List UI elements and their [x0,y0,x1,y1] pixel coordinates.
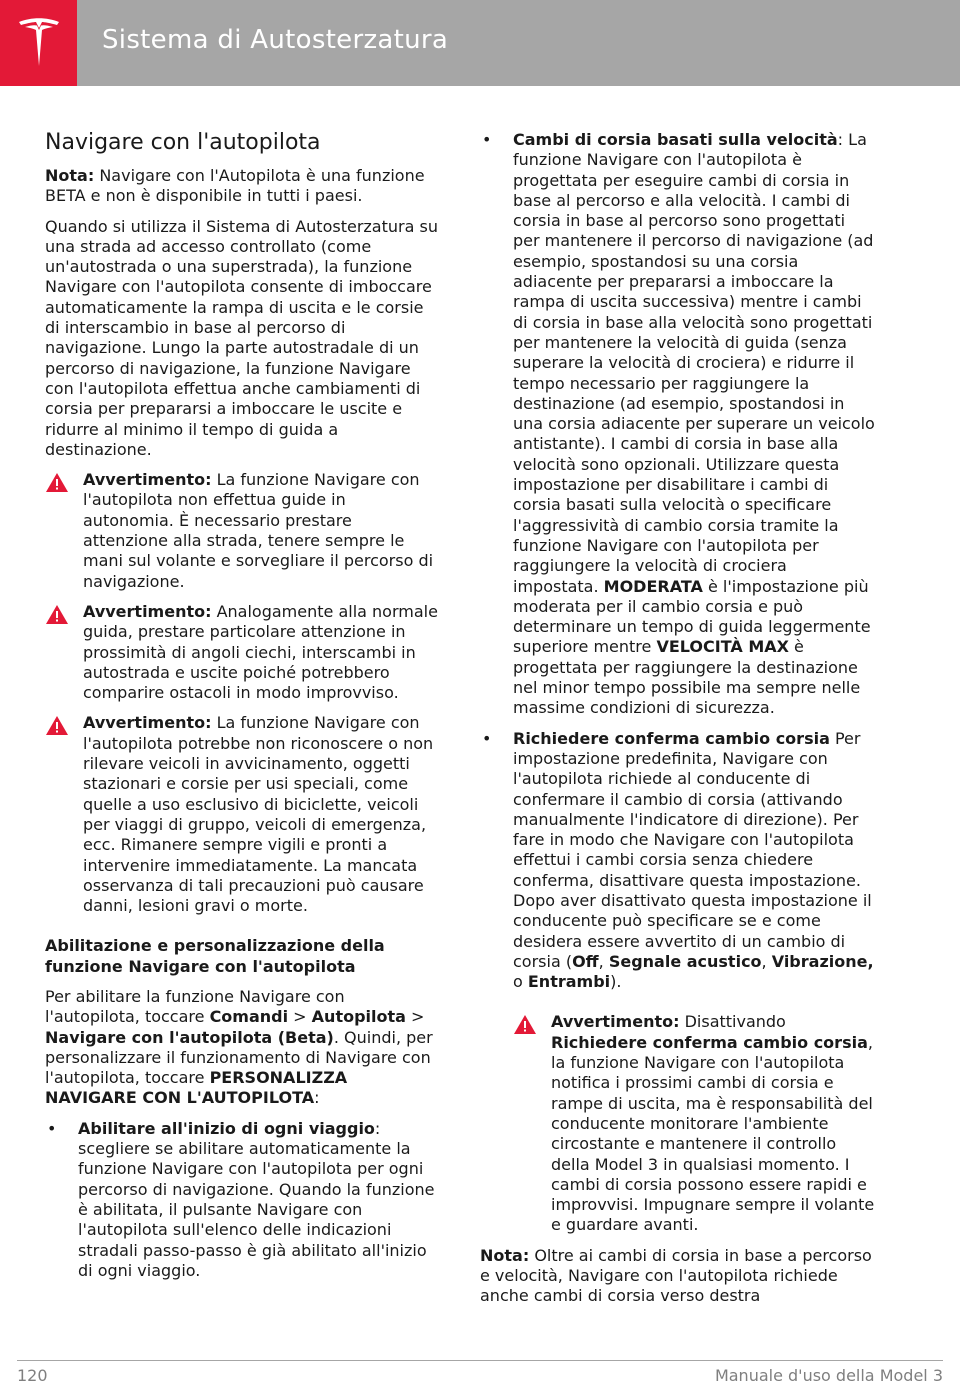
warning-label: Avvertimento: [83,601,212,621]
option-entrambi: Entrambi [527,972,611,992]
header-title: Sistema di Autosterzatura [102,25,449,55]
bullet-text: : scegliere se abilitare automaticamente la funzione Navigare con l'autopilota per ogni percorso di navigazione. Quando la funzione è abilitata, il pulsante Navigare con l'autopilota sull'elenco delle indicazioni stradali passo-passo è già abilitato all'inizio di ogni viaggio. [78,1118,435,1280]
list-item [480,729,875,993]
text-run: , la funzione Navigare con l'autopilota notifica i prossimi cambi di corsia e rampe di uscita, ma è responsabilità del conducente monitorare l'ambiente circostante e mantenere il controllo della Model 3 in qualsiasi momento. I cambi di corsia possono essere rapidi e improvvisi. Impugnare sempre il volante e guardare avanti. [551,1032,875,1235]
text-run: > [288,1007,312,1027]
option-segnale-acustico: Segnale acustico [608,951,762,971]
menu-path-autopilota: Autopilota [311,1007,406,1027]
section-heading: Navigare con l'autopilota [45,130,321,155]
text-run: : [314,1088,320,1108]
page-header [0,0,960,86]
warning-triangle-icon [45,715,69,736]
warning-label: Avvertimento: [83,713,212,733]
list-item [45,1119,440,1281]
text-run: > [405,1007,425,1027]
warning-triangle-icon [513,1014,537,1035]
right-column [480,130,875,1317]
text-run: : La funzione Navigare con l'autopilota è progettata per eseguire cambi di corsia in base al percorso e alla velocità. I cambi di corsia in base al percorso sono progettati per mantenere il percorso di navigazione (ad esempio, spostandosi su una corsia adiacente per prepararsi a imboccare la rampa di uscita successiva) mentre i cambi di corsia in base alla velocità sono progettati per mantenere la velocità di guida (senza superare la velocità di crociera) e ridurre il tempo necessario per raggiungere la destinazione (ad esempio, spostandosi in una corsia adiacente per superare un veicolo antistante). I cambi di corsia in base alla velocità sono opzionali. Utilizzare questa impostazione per disabilitare i cambi di corsia basati sulla velocità o specificare l'aggressività di cambio corsia tramite la funzione Navigare con l'autopilota per raggiungere la velocità di crociera impostata. [513,130,875,596]
text-run: è progettata per raggiungere la destinazione nel minor tempo possibile ma sempre nelle massime condizioni di sicurezza. [513,637,861,718]
warning-block [45,470,440,592]
note-label: Nota: [45,166,95,185]
warning-label: Avvertimento: [83,470,212,490]
note-text: Navigare con l'Autopilota è una funzione BETA e non è disponibile in tutti i paesi. [45,166,425,206]
text-run: . Quindi, per personalizzare il funzionamento di Navigare con l'autopilota, toccare [45,1027,433,1088]
warning-triangle-icon [45,604,69,625]
bullet-icon: • [482,728,492,748]
warning-block [45,602,440,703]
subsection-heading: Abilitazione e personalizzazione della funzione Navigare con l'autopilota [45,936,385,976]
text-run: Per abilitare la funzione Navigare con l'autopilota, toccare [45,986,345,1027]
setting-moderata: MODERATA [603,576,703,596]
manual-title: Manuale d'uso della Model 3 [714,1366,943,1385]
lane-change-note [480,1246,875,1307]
brand-logo [0,0,77,86]
menu-path-comandi: Comandi [209,1007,289,1027]
bullet-label: Richiedere conferma cambio corsia [513,728,830,748]
warning-triangle-icon [45,472,69,493]
setting-richiedere-conferma: Richiedere conferma cambio corsia [551,1032,868,1052]
option-off: Off [572,951,599,971]
text-run: , [761,951,772,971]
warning-text: Analogamente alla normale guida, prestare particolare attenzione in prossimità di angoli ciechi, interscambi in autostrada e uscite poiché potrebbero comparire ostacoli in modo improvviso. [83,601,438,703]
footer-divider [17,1360,943,1361]
bullet-icon: • [482,130,492,149]
beta-note [45,166,440,207]
text-run: ). [610,972,622,992]
text-run: o [513,972,528,992]
text-run: , [598,951,609,971]
enable-paragraph [45,987,440,1109]
warning-label: Avvertimento: [551,1012,680,1032]
note-text: Oltre ai cambi di corsia in base a percorso e velocità, Navigare con l'autopilota richiede anche cambi di corsia verso destra [480,1245,872,1306]
bullet-label: Abilitare all'inizio di ogni viaggio [78,1118,375,1138]
intro-paragraph: Quando si utilizza il Sistema di Autosterzatura su una strada ad accesso controllato (come un'autostrada o una superstrada), la funzione Navigare con l'autopilota consente di imboccare automaticamente la rampa di uscita e le corsie di interscambio in base al percorso di navigazione. Lungo la parte autostradale di un percorso di navigazione, la funzione Navigare con l'autopilota effettua anche cambiamenti di corsia per prepararsi a imboccare le uscite e ridurre al minimo il tempo di guida a destinazione. [45,216,438,459]
warning-block [45,713,440,916]
menu-path-navigare: Navigare con l'autopilota (Beta) [45,1027,334,1047]
text-run: è l'impostazione più moderata per il cambio corsia e può determinare un tempo di guida leggermente superiore mentre [513,576,871,657]
tesla-logo-icon [17,18,61,68]
menu-path-personalizza: PERSONALIZZA NAVIGARE CON L'AUTOPILOTA [45,1068,348,1108]
bullet-icon: • [47,1118,57,1138]
option-vibrazione: Vibrazione, [771,951,874,971]
warning-text: La funzione Navigare con l'autopilota non effettua guide in autonomia. È necessario prestare attenzione alla strada, tenere sempre le mani sul volante e sorvegliare il percorso di navigazione. [83,470,434,591]
warning-block [513,1012,875,1235]
left-column [45,128,440,1291]
text-run: Disattivando [679,1012,786,1032]
setting-velocita-max: VELOCITÀ MAX [656,637,789,657]
bullet-label: Cambi di corsia basati sulla velocità [513,130,838,149]
text-run: Per impostazione predefinita, Navigare con l'autopilota richiede al conducente di confermare il cambio di corsia (attivando manualmente l'indicatore di direzione). Per fare in modo che Navigare con l'autopilota effettui i cambi corsia senza chiedere conferma, disattivare questa impostazione. Dopo aver disattivato questa impostazione il conducente può specificare se e come desidera essere avvertito di un cambio di corsia ( [513,728,872,971]
warning-text: La funzione Navigare con l'autopilota potrebbe non riconoscere o non rilevare veicoli in avvicinamento, oggetti stazionari e corsie per usi speciali, come quelle a uso esclusivo di biciclette, veicoli per viaggi di gruppo, veicoli di emergenza, ecc. Rimanere sempre vigili e pronti a intervenire immediatamente. La mancata osservanza di tali precauzioni può causare danni, lesioni gravi o morte. [83,713,434,916]
note-label: Nota: [480,1245,530,1265]
page-number: 120 [17,1366,48,1385]
list-item [480,130,875,719]
